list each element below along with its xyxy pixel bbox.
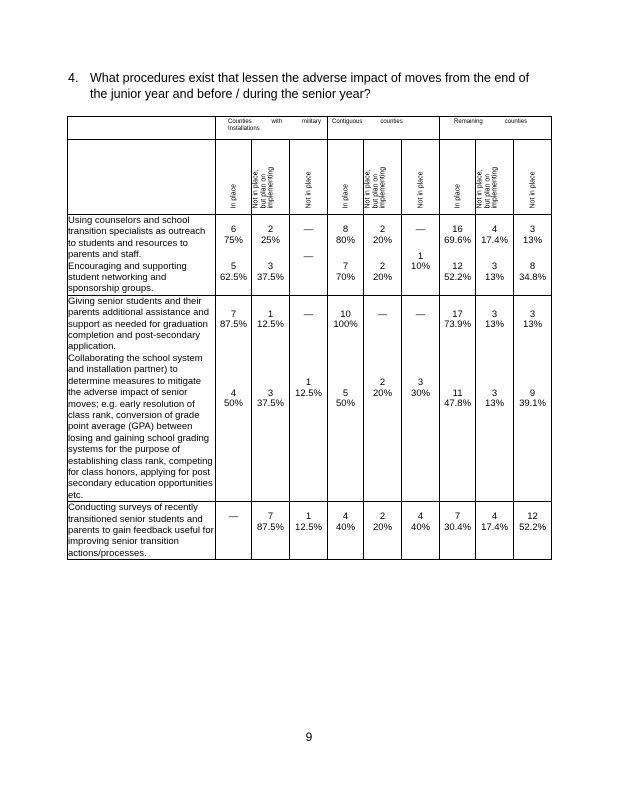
value-percent: 12.5% [295, 521, 322, 533]
value-cell [364, 295, 402, 501]
value-group [216, 215, 251, 246]
value-count: 2 [379, 224, 386, 235]
value-group [440, 215, 475, 246]
value-group [364, 320, 401, 399]
value-count: 7 [454, 511, 461, 523]
value-percent: 17.4% [481, 521, 509, 533]
value-cell [364, 502, 402, 560]
value-percent: 37.5% [257, 398, 284, 410]
value-percent: 13% [485, 398, 505, 410]
col-header [290, 140, 328, 215]
table-row [68, 502, 552, 560]
value-group [364, 502, 401, 533]
value-percent: 30.4% [444, 521, 472, 533]
value-count: 1 [267, 308, 274, 320]
row-label: Collaborating the school system and installation partner) to determine measures to mitigate the adverse impact of senior moves; e.g. early resolution of class rank, conversion of grade point average (GPA) between losing and gaining school grading systems for the purpose of establishing class rank, competing for class honors, applying for post secondary education opportunities etc. [68, 352, 213, 501]
value-count: — [303, 250, 314, 262]
value-count: 7 [342, 261, 349, 272]
col-header [514, 140, 552, 215]
value-percent: 52.2% [519, 521, 547, 533]
value-percent: 69.6% [444, 234, 472, 246]
col-header [440, 140, 476, 215]
group-word: Counties [228, 119, 252, 125]
group-header-row [68, 117, 552, 140]
value-count: 2 [379, 261, 386, 272]
value-count: 2 [379, 511, 386, 523]
value-count: 2 [267, 224, 274, 235]
value-percent: 25% [260, 234, 280, 246]
value-count: 8 [529, 261, 536, 272]
col-header-text: In place [454, 183, 462, 208]
col-header [216, 140, 252, 215]
value-group [476, 246, 513, 283]
value-count: 3 [491, 387, 498, 399]
value-cell [290, 295, 328, 501]
table-row [68, 215, 552, 296]
value-group [476, 331, 513, 410]
value-group [402, 236, 439, 273]
value-percent: 40% [411, 521, 431, 533]
value-count: 2 [379, 377, 386, 389]
value-group [252, 331, 289, 410]
value-group [514, 215, 551, 246]
value-group [290, 236, 327, 263]
value-percent: 73.9% [444, 319, 472, 331]
value-percent: 80% [336, 234, 356, 246]
value-count: 5 [342, 387, 349, 399]
value-percent: 20% [373, 234, 393, 246]
value-group [290, 296, 327, 321]
column-header-row [68, 140, 552, 215]
value-group [252, 296, 289, 331]
value-group [252, 502, 289, 533]
value-percent: 13% [485, 271, 505, 283]
value-percent: 20% [373, 271, 393, 283]
value-percent: 87.5% [257, 521, 284, 533]
group-header-remaining [440, 117, 552, 140]
value-count: 10 [340, 308, 351, 320]
value-count: 6 [230, 224, 237, 235]
group-header-contiguous [328, 117, 440, 140]
col-header-text: Not in place [529, 171, 537, 208]
value-group [216, 502, 251, 523]
col-header-text: Not in place [417, 171, 425, 208]
group-word: Contiguous [332, 119, 363, 125]
value-percent: 13% [485, 319, 505, 331]
row-label: Using counselors and school transition specialists as outreach to students and resources to parents and staff. [68, 215, 206, 261]
value-count: 11 [452, 387, 463, 399]
group-word: military [302, 119, 322, 125]
value-count: 4 [342, 511, 349, 523]
value-count: 1 [305, 511, 312, 523]
value-group [440, 296, 475, 331]
value-group [402, 502, 439, 533]
value-count: 3 [491, 308, 498, 320]
value-count: 3 [529, 308, 536, 320]
value-count: 3 [267, 387, 274, 399]
value-percent: 40% [336, 521, 356, 533]
value-percent: 13% [523, 319, 543, 331]
value-group [328, 502, 363, 533]
value-percent: 12.5% [295, 387, 322, 399]
col-header-text: In place [342, 183, 350, 208]
value-group [402, 215, 439, 236]
value-group [364, 246, 401, 283]
value-percent: 30% [411, 387, 431, 399]
row-label: Encouraging and supporting student networking and sponsorship groups. [68, 260, 187, 295]
value-cell [216, 295, 252, 501]
col-header-text: Not in place, but plan on implementing [252, 166, 274, 208]
survey-table [67, 116, 552, 560]
value-cell [402, 295, 440, 501]
group-sub: Installations [228, 126, 260, 132]
value-count: 4 [491, 511, 498, 523]
value-group [290, 215, 327, 236]
value-cell [476, 295, 514, 501]
value-group [328, 331, 363, 410]
value-group [216, 296, 251, 331]
value-group [476, 296, 513, 331]
value-cell [364, 215, 402, 296]
value-group [476, 215, 513, 246]
group-word: counties [380, 119, 403, 125]
group-word: Remaining [454, 119, 483, 125]
value-count: 12 [527, 511, 538, 523]
group-header-military [216, 117, 328, 140]
value-group [402, 320, 439, 399]
value-count: — [415, 224, 426, 235]
value-cell [476, 502, 514, 560]
value-group [328, 246, 363, 283]
row-label: Giving senior students and their parents additional assistance and support as needed for graduation completion and post-secondary application. [68, 295, 210, 353]
value-percent: 47.8% [444, 398, 472, 410]
value-percent: 50% [336, 398, 356, 410]
col-header [364, 140, 402, 215]
value-count: 3 [529, 224, 536, 235]
value-percent: 87.5% [220, 319, 247, 331]
value-percent: 100% [333, 319, 358, 331]
value-group [514, 296, 551, 331]
value-count: 8 [342, 224, 349, 235]
value-group [440, 331, 475, 410]
value-percent: 70% [336, 271, 356, 283]
value-percent: 62.5% [220, 271, 247, 283]
value-cell [440, 295, 476, 501]
question [68, 70, 548, 102]
value-cell [290, 502, 328, 560]
value-count: — [303, 224, 314, 235]
value-group [364, 296, 401, 321]
value-percent: 20% [373, 387, 393, 399]
row-label: Conducting surveys of recently transitioned senior students and parents to gain feedback useful for improving senior transition actions/processes. [68, 502, 214, 559]
corner-cell [68, 117, 216, 140]
row-label-cell [68, 295, 216, 501]
col-header [328, 140, 364, 215]
label-header-cell [68, 140, 216, 215]
value-cell [402, 215, 440, 296]
value-percent: 13% [523, 234, 543, 246]
col-header-text: In place [230, 183, 237, 208]
value-count: 4 [417, 511, 424, 523]
value-count: 3 [417, 377, 424, 389]
value-cell [440, 215, 476, 296]
value-cell [402, 502, 440, 560]
value-group [290, 320, 327, 399]
value-cell [216, 502, 252, 560]
value-count: 3 [491, 261, 498, 272]
col-header [252, 140, 290, 215]
row-label-cell [68, 215, 216, 296]
row-label-cell [68, 502, 216, 560]
value-percent: 75% [223, 234, 243, 246]
value-count: 3 [267, 261, 274, 272]
value-count: — [303, 308, 314, 320]
col-header-text: Not in place, but plan on implementing [364, 166, 387, 208]
value-group [290, 502, 327, 533]
value-count: 12 [452, 261, 463, 272]
value-cell [216, 215, 252, 296]
value-percent: 10% [411, 261, 431, 272]
value-cell [514, 502, 552, 560]
value-group [328, 215, 363, 246]
question-number: 4. [68, 71, 79, 85]
value-cell [440, 502, 476, 560]
page-number: 9 [305, 730, 313, 744]
value-cell [328, 215, 364, 296]
value-group [252, 215, 289, 246]
value-percent: 37.5% [257, 271, 284, 283]
value-count: 7 [267, 511, 274, 523]
group-word: with [271, 119, 283, 125]
table-row [68, 295, 552, 501]
value-group [216, 331, 251, 410]
value-count: 1 [305, 377, 312, 389]
value-count: 4 [230, 387, 237, 399]
value-percent: 20% [373, 521, 393, 533]
value-count: 4 [491, 224, 498, 235]
group-word: counties [504, 119, 528, 125]
question-text: What procedures exist that lessen the adverse impact of moves from the end of the junior year and before / during the senior year? [90, 71, 530, 101]
value-cell [252, 295, 290, 501]
value-group [514, 331, 551, 410]
col-header [476, 140, 514, 215]
value-count: 17 [452, 308, 463, 320]
value-count: 1 [417, 250, 424, 262]
value-count: — [415, 308, 426, 320]
value-cell [328, 295, 364, 501]
value-count: 7 [230, 308, 237, 320]
value-group [514, 502, 551, 533]
value-cell [252, 502, 290, 560]
value-percent: 12.5% [257, 319, 284, 331]
value-percent: 39.1% [519, 398, 547, 410]
value-group [440, 246, 475, 283]
value-cell [252, 215, 290, 296]
value-group [216, 246, 251, 283]
value-count: — [228, 511, 239, 523]
col-header [402, 140, 440, 215]
value-percent: 50% [223, 398, 243, 410]
value-percent: 52.2% [444, 271, 472, 283]
col-header-text: Not in place [305, 171, 313, 208]
value-group [364, 215, 401, 246]
value-cell [290, 215, 328, 296]
value-count: — [377, 308, 388, 320]
col-header-text: Not in place, but plan on implementing [476, 166, 499, 208]
value-group [402, 296, 439, 321]
value-percent: 34.8% [519, 271, 547, 283]
value-count: 16 [452, 224, 463, 235]
value-count: 5 [230, 261, 237, 272]
value-group [252, 246, 289, 283]
value-cell [328, 502, 364, 560]
value-group [440, 502, 475, 533]
value-group [476, 502, 513, 533]
value-count: 9 [529, 387, 536, 399]
value-cell [514, 295, 552, 501]
value-percent: 17.4% [481, 234, 509, 246]
value-group [328, 296, 363, 331]
value-cell [514, 215, 552, 296]
value-cell [476, 215, 514, 296]
value-group [514, 246, 551, 283]
